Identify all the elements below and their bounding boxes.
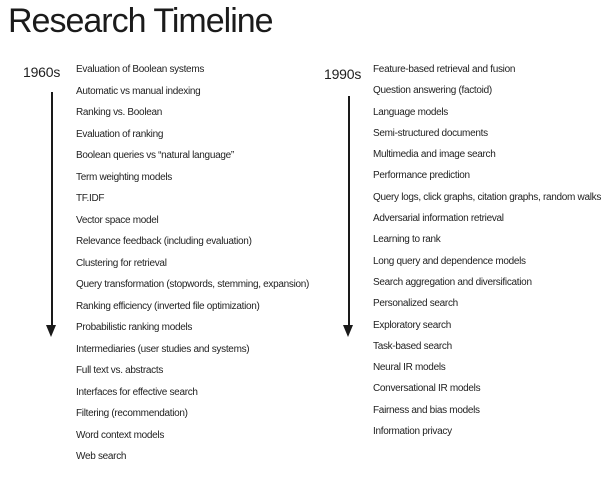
- timeline-item: Ranking efficiency (inverted file optimization): [76, 300, 260, 312]
- timeline-items-1990s: [373, 59, 601, 442]
- timeline-item: Query transformation (stopwords, stemming, expansion): [76, 279, 310, 290]
- timeline-item: Adversarial information retrieval: [373, 213, 504, 225]
- timeline-item: Filtering (recommendation): [76, 408, 188, 419]
- decade-label-1990s: 1990s: [324, 66, 362, 82]
- timeline-item: Performance prediction: [373, 170, 470, 182]
- timeline-item: Evaluation of Boolean systems: [76, 64, 205, 75]
- timeline-item: Language models: [373, 106, 449, 118]
- decade-label-1960s: 1960s: [23, 64, 61, 80]
- slide-title: Research Timeline: [8, 2, 273, 40]
- timeline-item: Web search: [76, 451, 127, 462]
- timeline-item: Feature-based retrieval and fusion: [373, 64, 516, 75]
- timeline-arrow-line-1960s: [51, 92, 53, 325]
- timeline-item: Task-based search: [373, 340, 452, 352]
- timeline-item: Search aggregation and diversification: [373, 276, 532, 288]
- timeline-item: Information privacy: [373, 426, 452, 438]
- timeline-item: Interfaces for effective search: [76, 386, 198, 398]
- timeline-item: Learning to rank: [373, 234, 441, 246]
- timeline-item: Clustering for retrieval: [76, 257, 167, 269]
- arrow-down-icon: [46, 325, 56, 337]
- timeline-item: Boolean queries vs “natural language”: [76, 150, 234, 161]
- timeline-item: Long query and dependence models: [373, 255, 526, 267]
- arrow-down-icon: [343, 325, 353, 337]
- timeline-item: Ranking vs. Boolean: [76, 107, 163, 118]
- timeline-item: Semi-structured documents: [373, 127, 488, 139]
- timeline-item: Question answering (factoid): [373, 85, 492, 97]
- timeline-item: Multimedia and image search: [373, 149, 496, 161]
- timeline-item: Relevance feedback (including evaluation): [76, 236, 252, 247]
- timeline-item: Word context models: [76, 429, 165, 441]
- timeline-item: Evaluation of ranking: [76, 128, 164, 140]
- timeline-items-1960s: [76, 59, 309, 468]
- timeline-item: Exploratory search: [373, 319, 451, 331]
- timeline-item: TF.IDF: [76, 193, 105, 204]
- timeline-item: Fairness and bias models: [373, 404, 480, 416]
- timeline-item: Intermediaries (user studies and systems): [76, 343, 250, 355]
- timeline-item: Personalized search: [373, 298, 458, 310]
- timeline-item: Automatic vs manual indexing: [76, 85, 201, 97]
- timeline-item: Conversational IR models: [373, 383, 481, 395]
- timeline-item: Full text vs. abstracts: [76, 365, 164, 376]
- timeline-item: Term weighting models: [76, 171, 172, 183]
- timeline-item: Probabilistic ranking models: [76, 322, 193, 333]
- timeline-item: Vector space model: [76, 214, 159, 226]
- timeline-arrow-line-1990s: [348, 96, 350, 325]
- timeline-item: Neural IR models: [373, 362, 446, 374]
- timeline-item: Query logs, click graphs, citation graphs, random walks: [373, 191, 602, 203]
